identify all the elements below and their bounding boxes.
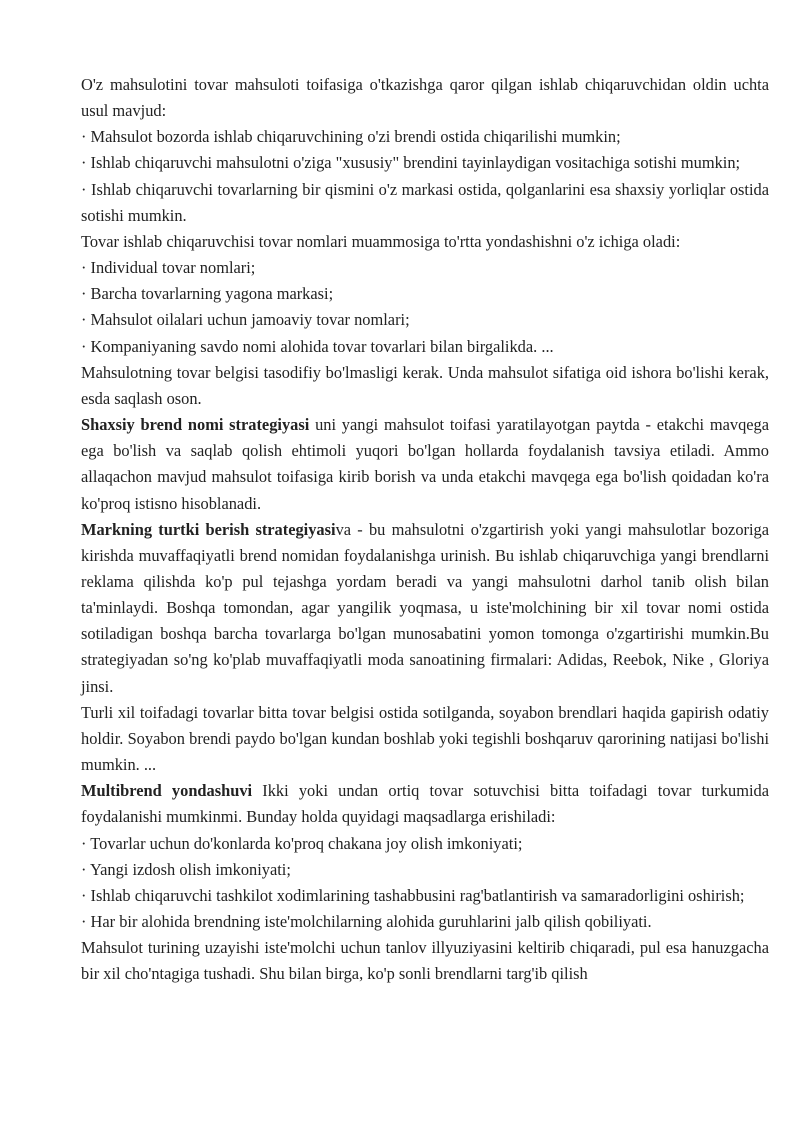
list-item: · Kompaniyaning savdo nomi alohida tovar tovarlari bilan birgalikda. ... [81, 336, 554, 356]
term-heading: Multibrend yondashuvi [81, 781, 253, 801]
list-item: · Ishlab chiqaruvchi tashkilot xodimlarining tashabbusini rag'batlantirish va samaradorligini oshirish; [81, 885, 745, 905]
list-item: · Har bir alohida brendning iste'molchilarning alohida guruhlarini jalb qilish qobiliyati. [81, 912, 652, 931]
term-heading: Markning turtki berish strategiyasi [81, 519, 336, 539]
list-item: · Barcha tovarlarning yagona markasi; [81, 284, 334, 304]
list-item: · Tovarlar uchun do'konlarda ko'proq chakana joy olish imkoniyati; [81, 833, 523, 853]
list-item: · Individual tovar nomlari; [81, 258, 256, 278]
document-page [81, 72, 769, 987]
list-item: · Ishlab chiqaruvchi mahsulotni o'ziga "xususiy" brendini tayinlaydigan vositachiga sotishi mumkin; [81, 153, 741, 173]
paragraph: Tovar ishlab chiqaruvchisi tovar nomlari muammosiga to'rtta yondashishni o'z ichiga oladi: [81, 231, 681, 251]
list-item: · Mahsulot oilalari uchun jamoaviy tovar nomlari; [81, 310, 410, 330]
paragraph: Mahsulotning tovar belgisi tasodifiy bo'lmasligi kerak. Unda mahsulot sifatiga oid ishora bo'lishi kerak, esda saqlash oson. [81, 362, 769, 408]
list-item: · Ishlab chiqaruvchi tovarlarning bir qismini o'z markasi ostida, qolganlarini esa shaxsiy yorliqlar ostida sotishi mumkin. [81, 179, 769, 225]
list-item: · Mahsulot bozorda ishlab chiqaruvchining o'zi brendi ostida chiqarilishi mumkin; [81, 127, 621, 147]
paragraph [81, 412, 769, 517]
paragraph: Mahsulot turining uzayishi iste'molchi uchun tanlov illyuziyasini keltirib chiqaradi, pul esa hanuzgacha bir xil cho'ntagiga tushadi. Shu bilan birga, ko'p sonli brendlarni targ'ib qilish [81, 938, 769, 984]
paragraph [81, 778, 769, 830]
paragraph: O'z mahsulotini tovar mahsuloti toifasiga o'tkazishga qaror qilgan ishlab chiqaruvchidan oldin uchta usul mavjud: [81, 75, 769, 121]
term-heading: Shaxsiy brend nomi strategiyasi [81, 415, 310, 435]
paragraph: Turli xil toifadagi tovarlar bitta tovar belgisi ostida sotilganda, soyabon brendlari haqida gapirish odatiy holdir. Soyabon brendi paydo bo'lgan kundan boshlab yoki tegishli boshqaruv qarorining natijasi bo'lishi mumkin. ... [81, 702, 769, 775]
paragraph-body: uni yangi mahsulot toifasi yaratilayotgan paytda - etakchi mavqega ega bo'lish va saqlab qolish ehtimoli yuqori bo'lgan hollarda foydalanish tavsiya etiladi. Ammo allaqachon mavjud mahsulot toifasiga kirib borish va unda etakchi mavqega ega bo'lish qoidadan ko'ra ko'proq istisno hisoblanadi. [81, 415, 770, 513]
paragraph-body: va - bu mahsulotni o'zgartirish yoki yangi mahsulotlar bozoriga kirishda muvaffaqiyatli brend nomidan foydalanishga urinish. Bu ishlab chiqaruvchiga yangi brendlarni reklama qilishda ko'p pul tejashga yordam beradi va yangi mahsulotni darhol tanib olish bilan ta'minlaydi. Boshqa tomondan, agar yangilik yoqmasa, u iste'molchining bir xil tovar nomi ostida sotiladigan boshqa barcha tovarlarga bo'lgan munosabatini yomon tomonga o'zgartirishi mumkin.Bu strategiyadan so'ng ko'plab muvaffaqiyatli moda sanoatining firmalari: Adidas, Reebok, Nike , Gloriya jinsi. [81, 519, 769, 696]
paragraph-body: Ikki yoki undan ortiq tovar sotuvchisi bitta toifadagi tovar turkumida foydalanishi mumkinmi. Bunday holda quyidagi maqsadlarga erishiladi: [81, 781, 769, 827]
paragraph [81, 517, 769, 700]
list-item: · Yangi izdosh olish imkoniyati; [81, 859, 291, 879]
